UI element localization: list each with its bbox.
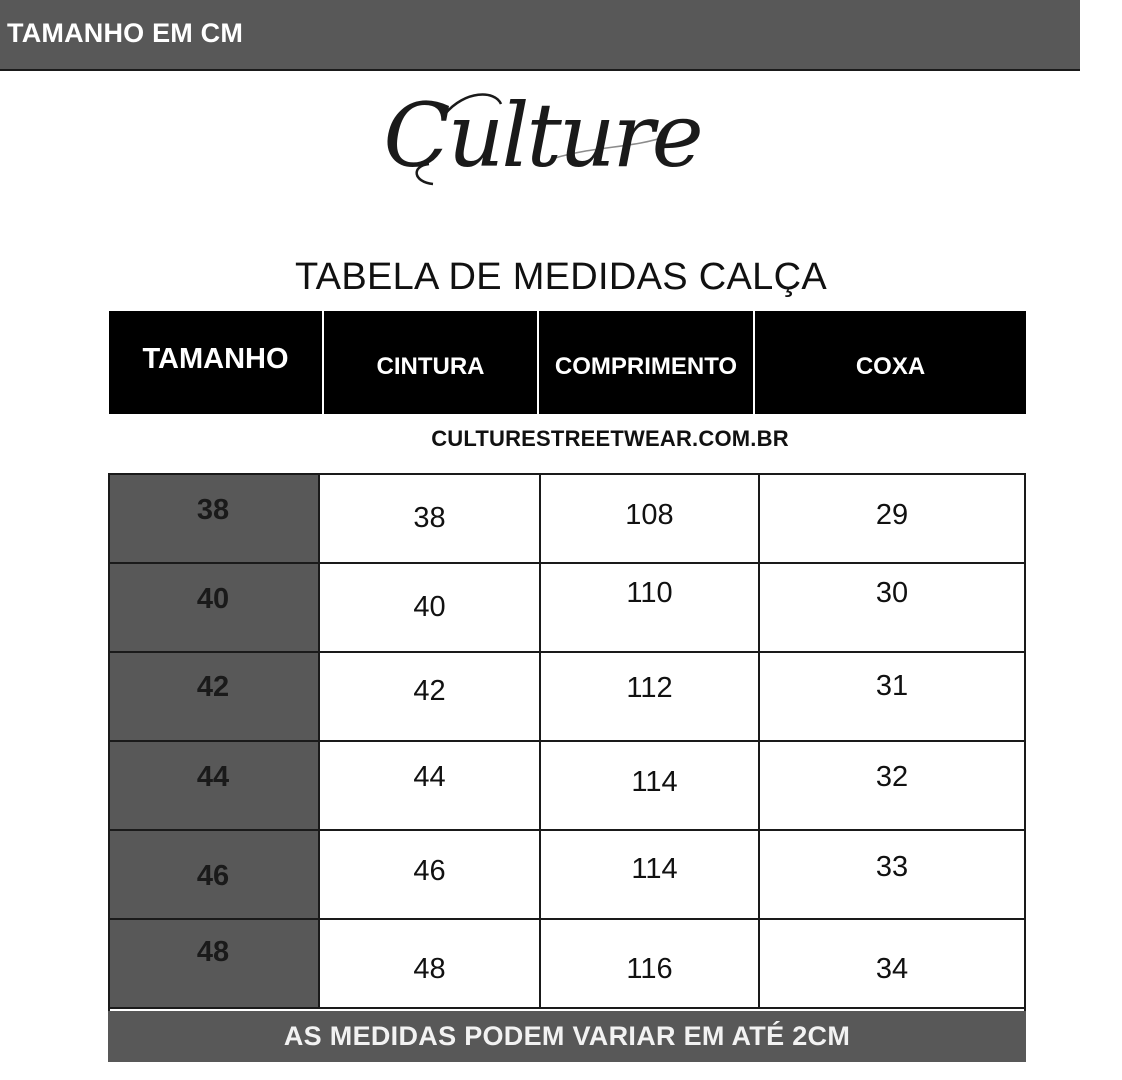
table-row: [108, 653, 1024, 742]
cell-coxa: 29: [875, 499, 909, 531]
header-title: TAMANHO EM CM: [7, 18, 244, 48]
cell-cintura: 44: [320, 742, 541, 829]
cell-cintura: 48: [320, 920, 541, 1007]
cell-tamanho: 44: [108, 742, 320, 829]
cell-coxa: 33: [875, 851, 909, 883]
cell-tamanho: 46: [108, 831, 320, 918]
page-title: TABELA DE MEDIDAS CALÇA: [294, 256, 828, 298]
size-table: [108, 473, 1026, 1011]
cell-cintura: 40: [320, 564, 541, 651]
table-header: [109, 311, 1026, 414]
table-row: [108, 475, 1024, 564]
cell-cintura: 42: [320, 653, 541, 740]
column-header-coxa: COXA: [855, 353, 926, 380]
footer-note-bar: [108, 1011, 1026, 1062]
table-row: [108, 831, 1024, 920]
cell-coxa: 30: [875, 577, 909, 609]
cell-cintura: 46: [320, 831, 541, 918]
cell-tamanho: 48: [108, 920, 320, 1007]
cell-coxa: 31: [875, 670, 909, 702]
cell-comprimento: 114: [541, 742, 760, 829]
top-header-bar: [0, 0, 1080, 71]
cell-tamanho: 38: [108, 475, 320, 562]
column-header-tamanho: TAMANHO: [109, 311, 324, 414]
logo-wordmark: Culture: [383, 84, 701, 187]
footer-note: AS MEDIDAS PODEM VARIAR EM ATÉ 2CM: [283, 1021, 851, 1051]
table-left-border: [108, 475, 110, 1011]
cell-tamanho: 42: [108, 653, 320, 740]
table-row: [108, 564, 1024, 653]
cell-coxa: 34: [875, 953, 909, 985]
cell-comprimento: 110: [541, 564, 760, 651]
table-row: [108, 742, 1024, 831]
cell-comprimento: 112: [541, 653, 760, 740]
cell-tamanho: 40: [108, 564, 320, 651]
column-header-cintura: CINTURA: [324, 311, 539, 414]
culture-logo: [383, 84, 701, 196]
cell-cintura: 38: [320, 475, 541, 562]
cell-coxa: 32: [875, 761, 909, 793]
cell-comprimento: 116: [541, 920, 760, 1007]
cell-comprimento: 108: [541, 475, 760, 562]
column-header-comprimento: COMPRIMENTO: [539, 311, 755, 414]
table-row: [108, 920, 1024, 1009]
website-url: CULTURESTREETWEAR.COM.BR: [431, 426, 789, 451]
cell-comprimento: 114: [541, 831, 760, 918]
